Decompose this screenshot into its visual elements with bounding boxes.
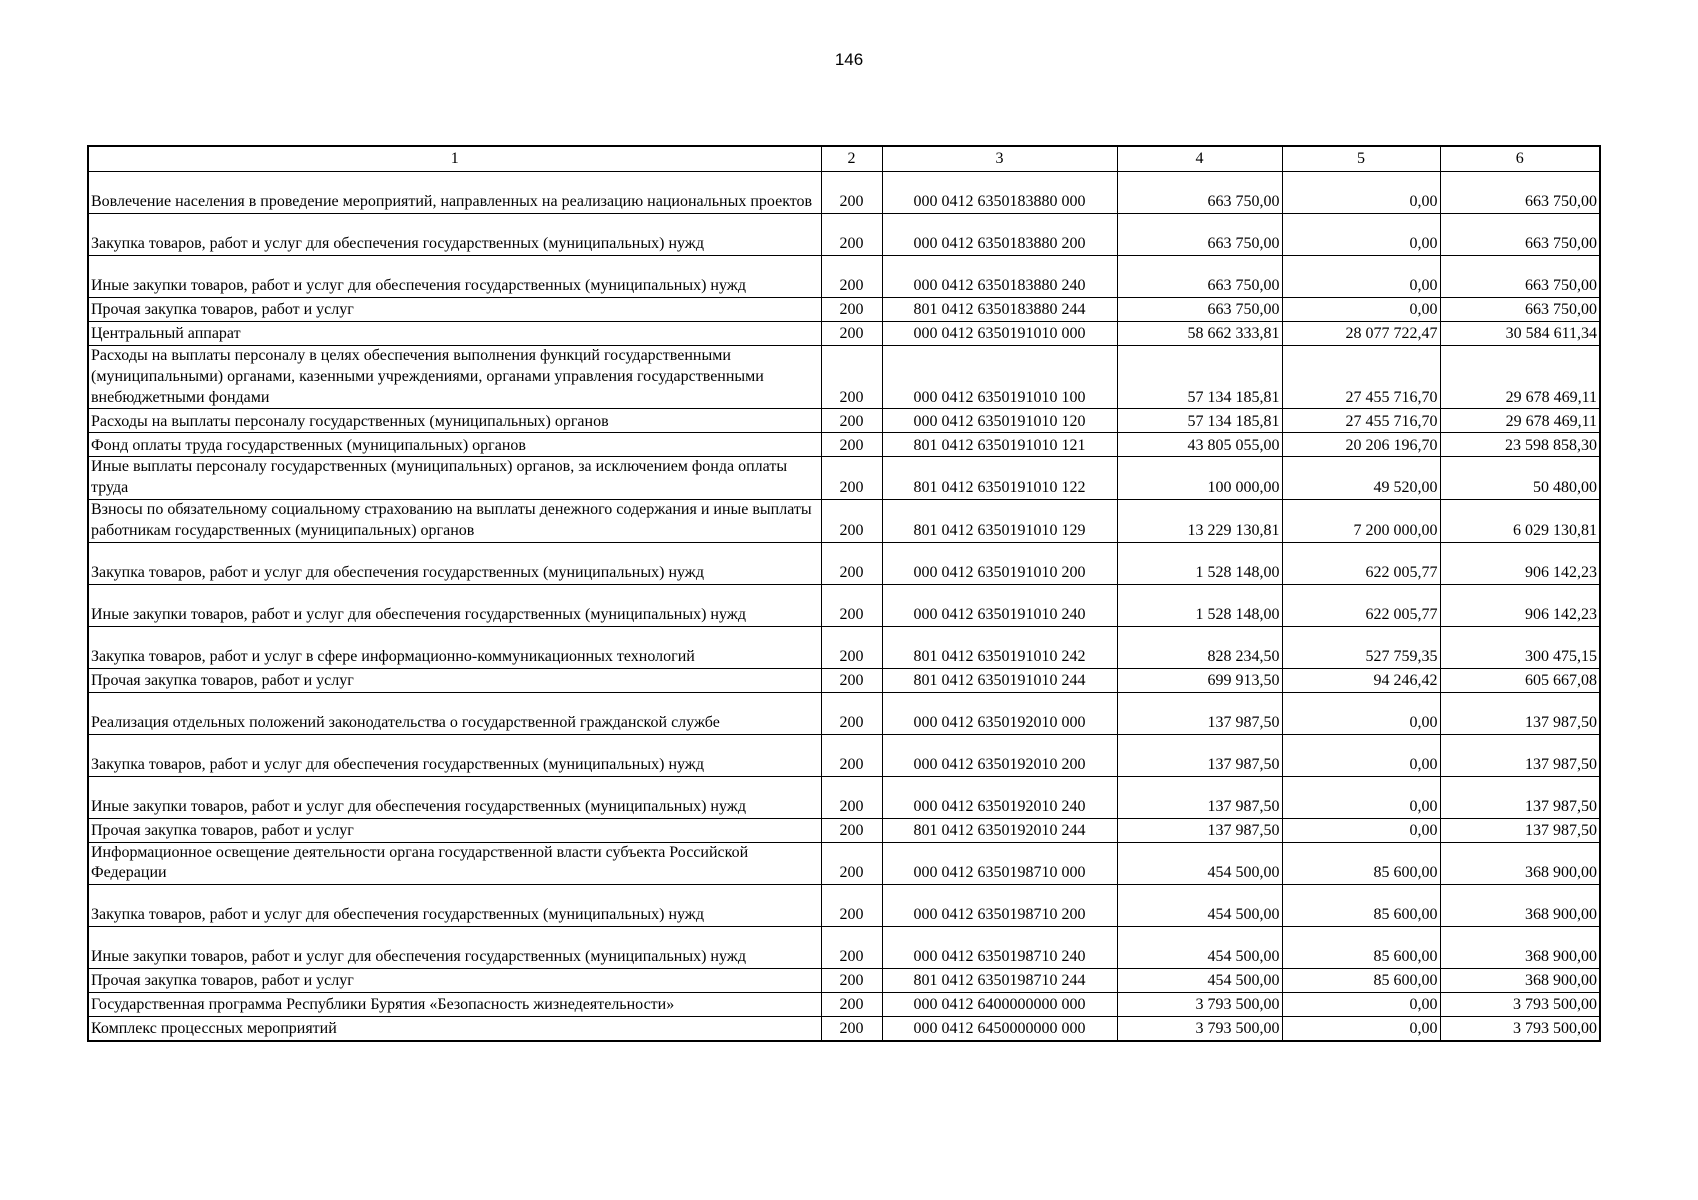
row-admin-cell: 200 [821, 499, 882, 542]
row-name-cell: Иные закупки товаров, работ и услуг для обеспечения государственных (муниципальных) нужд [88, 584, 821, 626]
row-value-col5: 27 455 716,70 [1282, 346, 1440, 409]
row-code-cell: 000 0412 6350191010 200 [882, 542, 1117, 584]
row-name-cell: Иные выплаты персоналу государственных (муниципальных) органов, за исключением фонда оплаты труда [88, 457, 821, 500]
row-code-cell: 000 0412 6400000000 000 [882, 993, 1117, 1017]
row-code-cell: 000 0412 6350191010 240 [882, 584, 1117, 626]
row-value-col6: 300 475,15 [1440, 626, 1600, 668]
row-value-col4: 1 528 148,00 [1117, 584, 1282, 626]
row-value-col6: 137 987,50 [1440, 818, 1600, 842]
table-body [88, 172, 1600, 1041]
row-value-col4: 828 234,50 [1117, 626, 1282, 668]
row-value-col6: 368 900,00 [1440, 969, 1600, 993]
row-value-col5: 20 206 196,70 [1282, 433, 1440, 457]
row-value-col4: 137 987,50 [1117, 818, 1282, 842]
table-row [88, 885, 1600, 927]
row-value-col4: 454 500,00 [1117, 885, 1282, 927]
row-code-cell: 000 0412 6350191010 000 [882, 322, 1117, 346]
row-value-col4: 3 793 500,00 [1117, 1017, 1282, 1041]
row-admin-cell: 200 [821, 322, 882, 346]
row-admin-cell: 200 [821, 298, 882, 322]
row-admin-cell: 200 [821, 409, 882, 433]
row-value-col5: 0,00 [1282, 776, 1440, 818]
row-value-col5: 622 005,77 [1282, 542, 1440, 584]
row-name-cell: Иные закупки товаров, работ и услуг для обеспечения государственных (муниципальных) нужд [88, 776, 821, 818]
table-row [88, 433, 1600, 457]
row-admin-cell: 200 [821, 993, 882, 1017]
row-value-col4: 663 750,00 [1117, 172, 1282, 214]
row-code-cell: 000 0412 6350198710 200 [882, 885, 1117, 927]
row-name-cell: Вовлечение населения в проведение мероприятий, направленных на реализацию национальных проектов [88, 172, 821, 214]
row-value-col4: 137 987,50 [1117, 734, 1282, 776]
row-admin-cell: 200 [821, 927, 882, 969]
table-row [88, 409, 1600, 433]
row-name-cell: Комплекс процессных мероприятий [88, 1017, 821, 1041]
row-admin-cell: 200 [821, 433, 882, 457]
column-header: 5 [1282, 146, 1440, 172]
row-value-col5: 0,00 [1282, 818, 1440, 842]
row-value-col6: 29 678 469,11 [1440, 409, 1600, 433]
table-row [88, 734, 1600, 776]
row-name-cell: Взносы по обязательному социальному страхованию на выплаты денежного содержания и иные выплаты работникам государственных (муниципальных) органов [88, 499, 821, 542]
row-value-col6: 3 793 500,00 [1440, 1017, 1600, 1041]
table-row [88, 818, 1600, 842]
row-value-col5: 0,00 [1282, 172, 1440, 214]
row-name-cell: Прочая закупка товаров, работ и услуг [88, 298, 821, 322]
row-admin-cell: 200 [821, 214, 882, 256]
row-value-col5: 0,00 [1282, 993, 1440, 1017]
row-value-col5: 0,00 [1282, 734, 1440, 776]
row-value-col6: 906 142,23 [1440, 542, 1600, 584]
row-value-col5: 0,00 [1282, 256, 1440, 298]
row-code-cell: 801 0412 6350191010 242 [882, 626, 1117, 668]
row-value-col5: 94 246,42 [1282, 668, 1440, 692]
row-code-cell: 000 0412 6350192010 000 [882, 692, 1117, 734]
row-value-col6: 663 750,00 [1440, 256, 1600, 298]
row-admin-cell: 200 [821, 542, 882, 584]
row-code-cell: 801 0412 6350191010 122 [882, 457, 1117, 500]
row-value-col5: 49 520,00 [1282, 457, 1440, 500]
row-admin-cell: 200 [821, 457, 882, 500]
row-value-col4: 57 134 185,81 [1117, 409, 1282, 433]
row-admin-cell: 200 [821, 969, 882, 993]
row-name-cell: Закупка товаров, работ и услуг для обеспечения государственных (муниципальных) нужд [88, 214, 821, 256]
row-value-col5: 7 200 000,00 [1282, 499, 1440, 542]
row-value-col5: 85 600,00 [1282, 842, 1440, 885]
table-row [88, 346, 1600, 409]
row-value-col6: 368 900,00 [1440, 885, 1600, 927]
table-row [88, 322, 1600, 346]
row-admin-cell: 200 [821, 1017, 882, 1041]
row-value-col6: 663 750,00 [1440, 214, 1600, 256]
row-code-cell: 801 0412 6350191010 129 [882, 499, 1117, 542]
row-value-col6: 23 598 858,30 [1440, 433, 1600, 457]
row-value-col5: 0,00 [1282, 692, 1440, 734]
row-value-col5: 85 600,00 [1282, 969, 1440, 993]
row-name-cell: Закупка товаров, работ и услуг для обеспечения государственных (муниципальных) нужд [88, 734, 821, 776]
row-name-cell: Закупка товаров, работ и услуг для обеспечения государственных (муниципальных) нужд [88, 885, 821, 927]
row-value-col5: 85 600,00 [1282, 885, 1440, 927]
budget-table [87, 145, 1601, 1042]
row-value-col4: 58 662 333,81 [1117, 322, 1282, 346]
row-value-col4: 57 134 185,81 [1117, 346, 1282, 409]
row-code-cell: 000 0412 6450000000 000 [882, 1017, 1117, 1041]
row-admin-cell: 200 [821, 626, 882, 668]
row-name-cell: Расходы на выплаты персоналу в целях обеспечения выполнения функций государственными (муниципальными) органами, казенными учреждениями, органами управления государственными внебюджетными фондами [88, 346, 821, 409]
table-row [88, 542, 1600, 584]
row-admin-cell: 200 [821, 842, 882, 885]
row-value-col6: 368 900,00 [1440, 927, 1600, 969]
row-value-col4: 3 793 500,00 [1117, 993, 1282, 1017]
row-value-col6: 663 750,00 [1440, 172, 1600, 214]
row-code-cell: 000 0412 6350183880 240 [882, 256, 1117, 298]
row-value-col5: 0,00 [1282, 298, 1440, 322]
row-value-col6: 6 029 130,81 [1440, 499, 1600, 542]
row-name-cell: Фонд оплаты труда государственных (муниципальных) органов [88, 433, 821, 457]
row-value-col4: 137 987,50 [1117, 692, 1282, 734]
column-header: 4 [1117, 146, 1282, 172]
row-value-col4: 43 805 055,00 [1117, 433, 1282, 457]
row-name-cell: Иные закупки товаров, работ и услуг для обеспечения государственных (муниципальных) нужд [88, 927, 821, 969]
row-code-cell: 000 0412 6350191010 100 [882, 346, 1117, 409]
row-value-col6: 30 584 611,34 [1440, 322, 1600, 346]
row-admin-cell: 200 [821, 172, 882, 214]
table-row [88, 499, 1600, 542]
row-value-col4: 13 229 130,81 [1117, 499, 1282, 542]
table-row [88, 256, 1600, 298]
row-name-cell: Информационное освещение деятельности органа государственной власти субъекта Российской Федерации [88, 842, 821, 885]
row-code-cell: 000 0412 6350192010 200 [882, 734, 1117, 776]
row-name-cell: Центральный аппарат [88, 322, 821, 346]
row-value-col6: 137 987,50 [1440, 692, 1600, 734]
table-row [88, 1017, 1600, 1041]
row-admin-cell: 200 [821, 692, 882, 734]
table-row [88, 842, 1600, 885]
table-row [88, 457, 1600, 500]
table-row [88, 776, 1600, 818]
page-number: 146 [834, 50, 864, 69]
row-value-col6: 906 142,23 [1440, 584, 1600, 626]
row-name-cell: Реализация отдельных положений законодательства о государственной гражданской службе [88, 692, 821, 734]
row-value-col5: 0,00 [1282, 214, 1440, 256]
row-code-cell: 000 0412 6350198710 000 [882, 842, 1117, 885]
row-code-cell: 000 0412 6350191010 120 [882, 409, 1117, 433]
row-value-col4: 454 500,00 [1117, 927, 1282, 969]
row-name-cell: Государственная программа Республики Бурятия «Безопасность жизнедеятельности» [88, 993, 821, 1017]
row-name-cell: Иные закупки товаров, работ и услуг для обеспечения государственных (муниципальных) нужд [88, 256, 821, 298]
row-code-cell: 801 0412 6350192010 244 [882, 818, 1117, 842]
row-code-cell: 000 0412 6350192010 240 [882, 776, 1117, 818]
table-row [88, 584, 1600, 626]
row-value-col4: 663 750,00 [1117, 298, 1282, 322]
row-name-cell: Прочая закупка товаров, работ и услуг [88, 969, 821, 993]
row-value-col5: 85 600,00 [1282, 927, 1440, 969]
table-row [88, 626, 1600, 668]
row-name-cell: Закупка товаров, работ и услуг в сфере информационно-коммуникационных технологий [88, 626, 821, 668]
row-value-col5: 622 005,77 [1282, 584, 1440, 626]
row-name-cell: Закупка товаров, работ и услуг для обеспечения государственных (муниципальных) нужд [88, 542, 821, 584]
row-admin-cell: 200 [821, 584, 882, 626]
row-value-col4: 663 750,00 [1117, 214, 1282, 256]
row-value-col4: 454 500,00 [1117, 969, 1282, 993]
column-header: 1 [88, 146, 821, 172]
row-admin-cell: 200 [821, 776, 882, 818]
row-value-col4: 1 528 148,00 [1117, 542, 1282, 584]
table-row [88, 692, 1600, 734]
row-code-cell: 000 0412 6350198710 240 [882, 927, 1117, 969]
row-value-col6: 29 678 469,11 [1440, 346, 1600, 409]
row-value-col4: 137 987,50 [1117, 776, 1282, 818]
row-value-col6: 137 987,50 [1440, 776, 1600, 818]
row-value-col6: 368 900,00 [1440, 842, 1600, 885]
row-value-col6: 50 480,00 [1440, 457, 1600, 500]
row-admin-cell: 200 [821, 668, 882, 692]
row-value-col5: 527 759,35 [1282, 626, 1440, 668]
row-value-col4: 699 913,50 [1117, 668, 1282, 692]
row-code-cell: 000 0412 6350183880 000 [882, 172, 1117, 214]
row-value-col5: 0,00 [1282, 1017, 1440, 1041]
table-row [88, 172, 1600, 214]
row-code-cell: 000 0412 6350183880 200 [882, 214, 1117, 256]
row-code-cell: 801 0412 6350191010 121 [882, 433, 1117, 457]
row-name-cell: Прочая закупка товаров, работ и услуг [88, 818, 821, 842]
column-header: 2 [821, 146, 882, 172]
column-header: 6 [1440, 146, 1600, 172]
row-value-col6: 605 667,08 [1440, 668, 1600, 692]
row-value-col6: 137 987,50 [1440, 734, 1600, 776]
table-row [88, 927, 1600, 969]
row-code-cell: 801 0412 6350183880 244 [882, 298, 1117, 322]
row-value-col4: 663 750,00 [1117, 256, 1282, 298]
header-row [88, 146, 1600, 172]
row-value-col4: 454 500,00 [1117, 842, 1282, 885]
column-header: 3 [882, 146, 1117, 172]
row-code-cell: 801 0412 6350191010 244 [882, 668, 1117, 692]
row-admin-cell: 200 [821, 346, 882, 409]
row-value-col5: 28 077 722,47 [1282, 322, 1440, 346]
row-name-cell: Прочая закупка товаров, работ и услуг [88, 668, 821, 692]
row-admin-cell: 200 [821, 885, 882, 927]
row-value-col5: 27 455 716,70 [1282, 409, 1440, 433]
table-row [88, 214, 1600, 256]
table-row [88, 969, 1600, 993]
row-admin-cell: 200 [821, 734, 882, 776]
row-code-cell: 801 0412 6350198710 244 [882, 969, 1117, 993]
table-row [88, 668, 1600, 692]
row-admin-cell: 200 [821, 818, 882, 842]
row-value-col6: 663 750,00 [1440, 298, 1600, 322]
table-row [88, 993, 1600, 1017]
row-name-cell: Расходы на выплаты персоналу государственных (муниципальных) органов [88, 409, 821, 433]
row-value-col6: 3 793 500,00 [1440, 993, 1600, 1017]
row-value-col4: 100 000,00 [1117, 457, 1282, 500]
table-row [88, 298, 1600, 322]
row-admin-cell: 200 [821, 256, 882, 298]
